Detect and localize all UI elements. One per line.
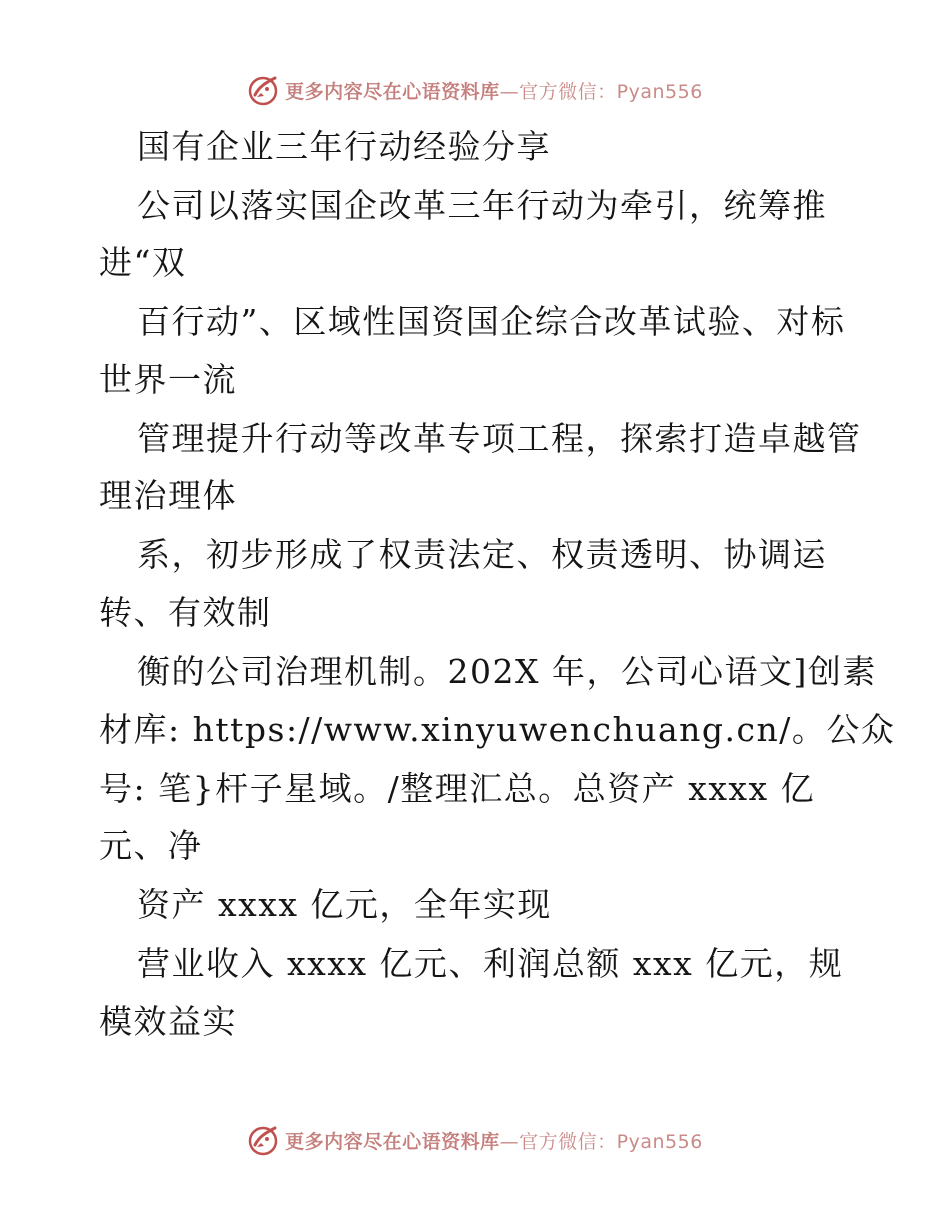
document-title: 国有企业三年行动经验分享 bbox=[137, 127, 551, 166]
header-watermark-contact: 官方微信：Pyan556 bbox=[519, 80, 703, 103]
paragraph-line: 管理提升行动等改革专项工程，探索打造卓越管 bbox=[137, 419, 862, 458]
header-watermark-text bbox=[285, 77, 703, 104]
paragraph-line: 系，初步形成了权责法定、权责透明、协调运 bbox=[137, 535, 827, 574]
footer-watermark-contact: 官方微信：Pyan556 bbox=[519, 1130, 703, 1153]
footer-watermark-main: 更多内容尽在心语资料库 bbox=[285, 1130, 500, 1153]
footer-watermark-dash: — bbox=[499, 1130, 520, 1153]
pen-logo-icon bbox=[247, 73, 281, 107]
paragraph-line: 材库: https://www.xinyuwenchuang.cn/。公众 bbox=[99, 710, 896, 749]
paragraph-line: 理治理体 bbox=[99, 476, 237, 515]
paragraph-line: 进“双 bbox=[99, 243, 187, 282]
pen-logo-icon bbox=[247, 1123, 281, 1157]
header-watermark-banner bbox=[0, 70, 950, 110]
footer-watermark-text bbox=[285, 1127, 703, 1154]
paragraph-line: 营业收入 xxxx 亿元、利润总额 xxx 亿元，规 bbox=[137, 944, 844, 983]
paragraph-line: 公司以落实国企改革三年行动为牵引，统筹推 bbox=[137, 186, 827, 225]
paragraph-line: 模效益实 bbox=[99, 1002, 237, 1041]
paragraph-line: 转、有效制 bbox=[99, 593, 272, 632]
footer-watermark-banner bbox=[0, 1120, 950, 1160]
paragraph-line: 衡的公司治理机制。202X 年，公司心语文]创素 bbox=[137, 652, 877, 691]
paragraph-line: 元、净 bbox=[99, 826, 203, 865]
paragraph-line: 资产 xxxx 亿元，全年实现 bbox=[137, 885, 552, 924]
header-watermark-dash: — bbox=[499, 80, 520, 103]
paragraph-line: 百行动”、区域性国资国企综合改革试验、对标 bbox=[137, 302, 846, 341]
paragraph-line: 号: 笔}杆子星域。/整理汇总。总资产 xxxx 亿 bbox=[99, 769, 816, 808]
header-watermark-main: 更多内容尽在心语资料库 bbox=[285, 80, 500, 103]
paragraph-line: 世界一流 bbox=[99, 360, 237, 399]
